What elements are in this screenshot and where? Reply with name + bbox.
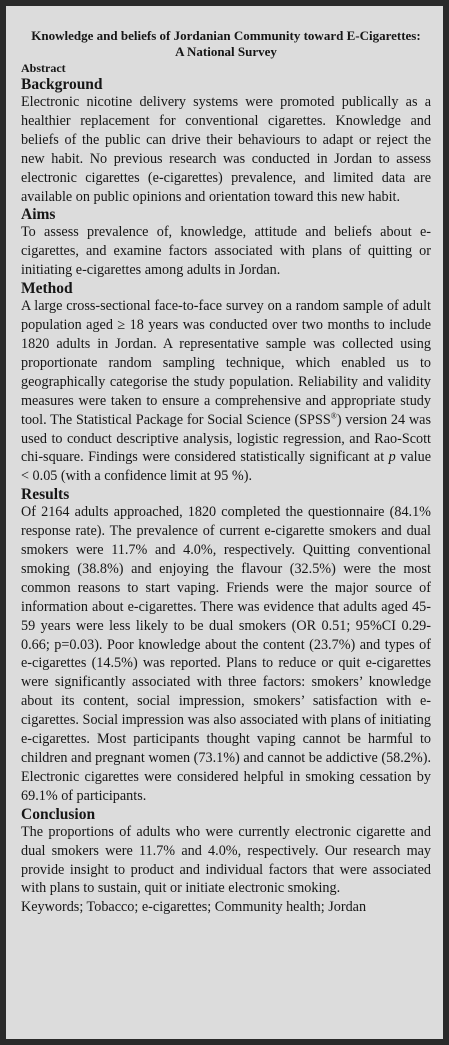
results-text: Of 2164 adults approached, 1820 completed the questionnaire (84.1% response rate). The prevalence of current e-cigarette smokers and dual smokers were 11.7% and 4.0%, respectively. Quitting conventional smoking (38.8%) and enjoying the flavour (32.5%) were the most common reasons to start vaping. Friends were the major source of information about e-cigarettes. There was evidence that adults aged 45-59 years were less likely to be dual smokers (OR 0.51; 95%CI 0.29-0.66; p=0.03). Poor knowledge about the content (23.7%) and types of e-cigarettes (14.5%) was reported. Plans to reduce or quit e-cigarettes were significantly associated with three factors: smokers’ knowledge about its content, social impression, smokers’ satisfaction with e-cigarettes. Social impression was also associated with plans of initiating e-cigarettes. Most participants thought vaping cannot be harmful to children and pregnant women (73.1%) and cannot be addictive (58.2%). Electronic cigarettes were considered helpful in smoking cessation by 69.1% of participants.	[21, 504, 431, 804]
method-heading: Method	[21, 280, 73, 298]
conclusion-text: The proportions of adults who were currently electronic cigarette and dual smokers were 11.7% and 4.0%, respectively. Our research may provide insight to product and individual factors that were associated with plans to sustain, quit or initiate electronic smoking.	[21, 823, 431, 897]
method-text	[21, 297, 431, 486]
section-conclusion	[21, 806, 431, 899]
method-text-part-1: A large cross-sectional face-to-face survey on a random sample of adult population aged ≥ 18 years was conducted over two months to include 1820 adults in Jordan. A representative sample was collected using proportionate random sampling technique, which enabled us to geographically categorise the study population. Reliability and validity measures were taken to ensure a comprehensive and appropriate study tool. The Statistical Package for Social Science (SPSS	[21, 298, 431, 428]
keywords: Keywords; Tobacco; e-cigarettes; Community health; Jordan	[21, 899, 367, 916]
background-heading: Background	[21, 76, 103, 93]
section-results	[21, 486, 431, 806]
conclusion-heading: Conclusion	[21, 805, 96, 823]
registered-mark: ®	[330, 410, 337, 420]
abstract-label: Abstract	[21, 61, 66, 75]
p-symbol: p	[388, 449, 396, 466]
background-text: Electronic nicotine delivery systems were promoted publically as a healthier replacement for conventional cigarettes. Knowledge and beliefs of the public can drive their behaviours to adapt or reject the new habit. No previous research was conducted in Jordan to assess electronic cigarettes (e-cigarettes) prevalence, and limited data are available on public opinions and orientation toward this new habit.	[21, 94, 431, 205]
section-method	[21, 280, 431, 486]
abstract-page	[6, 6, 443, 1039]
method-text-part-3: value < 0.05 (with a confidence limit at 95 %).	[21, 449, 431, 485]
aims-text: To assess prevalence of, knowledge, attitude and beliefs about e-cigarettes, and examine factors associated with plans of quitting or initiating e-cigarettes among adults in Jordan.	[21, 224, 431, 279]
section-background	[21, 76, 431, 206]
method-text-part-2: ) version 24 was used to conduct descriptive analysis, logistic regression, and Rao-Scott chi-square. Findings were considered statistically significant at	[21, 411, 431, 466]
section-aims	[21, 206, 431, 280]
paper-title: Knowledge and beliefs of Jordanian Community toward E-Cigarettes: A National Survey	[31, 28, 421, 59]
aims-heading: Aims	[21, 206, 56, 224]
results-heading: Results	[21, 486, 70, 504]
